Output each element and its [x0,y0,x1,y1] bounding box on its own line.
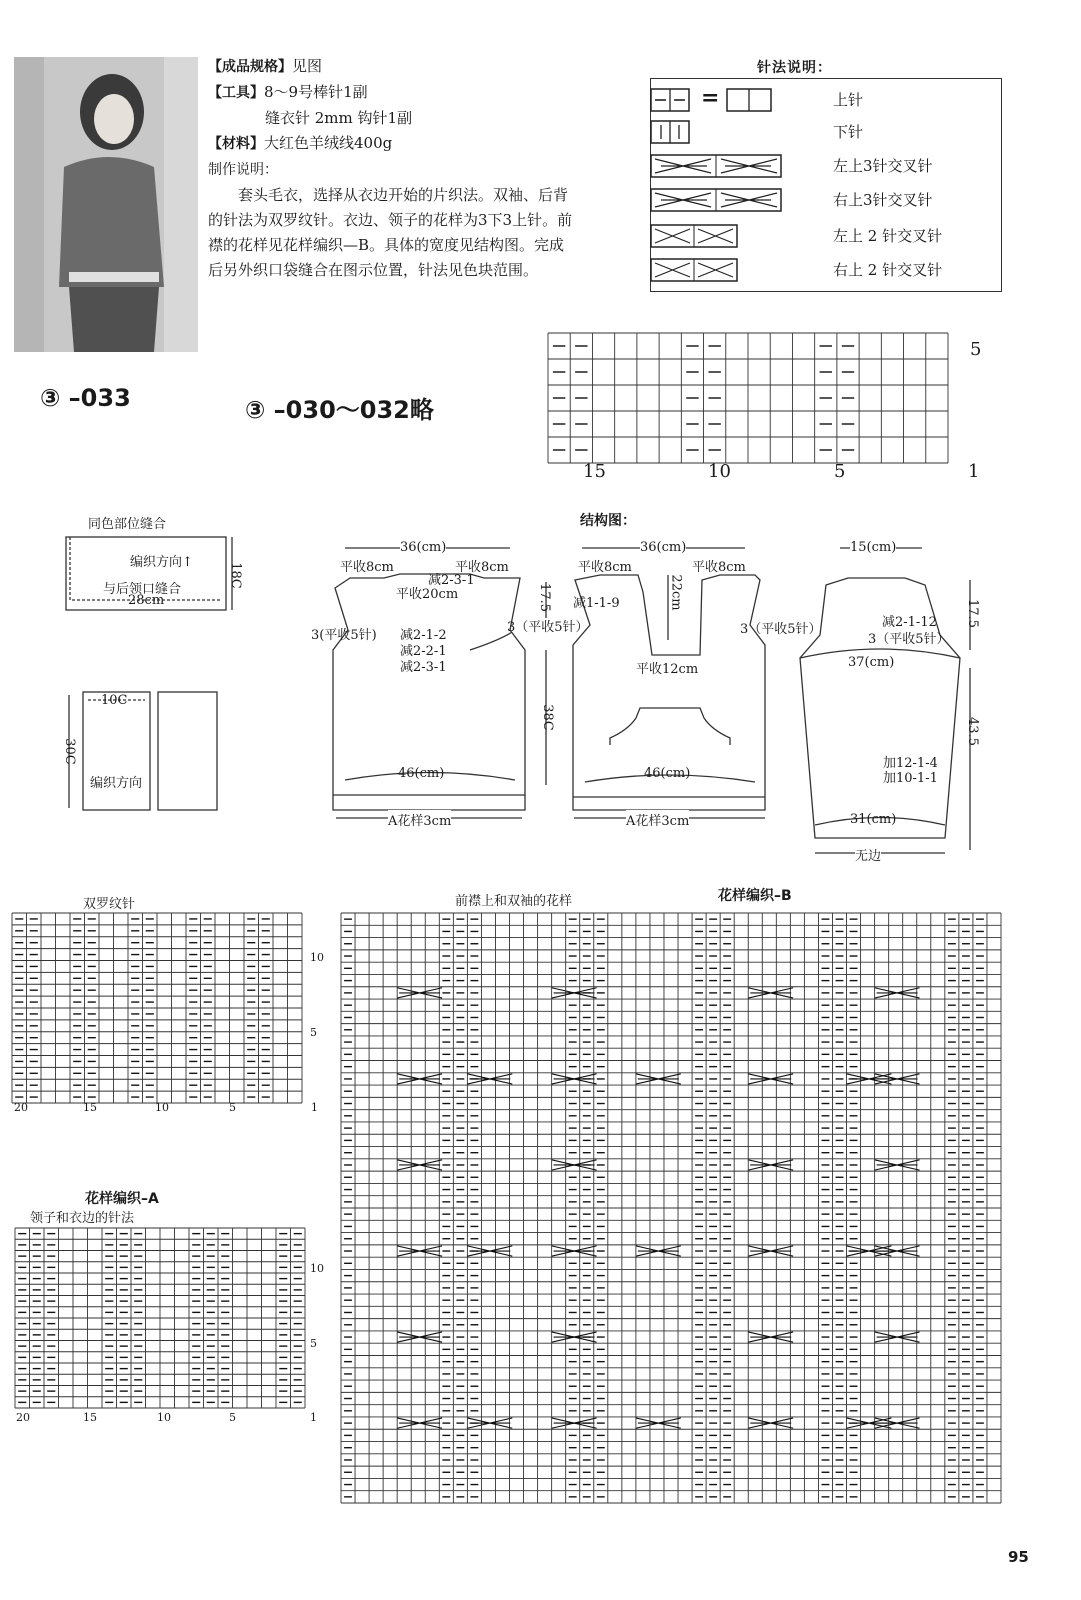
rib-chart-x-15: 15 [83,1101,97,1114]
size-label: 【成品规格】 [208,59,292,75]
model-photo [14,57,198,352]
sleeve-bind-off: 3（平收5针） [868,632,950,647]
front-bind-off-right: 平收8cm [692,560,746,575]
pattern-a-y-10: 10 [310,1262,324,1275]
instruction-paragraph: 套头毛衣，选择从衣边开始的片织法。双袖、后背的针法为双罗纹针。衣边、领子的花样为3下3上针。前襟的花样见花样编织—B。具体的宽度见结构图。完成后另外织口袋缝合在图示位置，针法见色块范围。 [208,186,573,279]
pattern-a-x-10: 10 [157,1411,171,1424]
pattern-a-x-5: 5 [229,1411,236,1424]
left-3-cross-icon [651,153,791,179]
pattern-b-chart [341,913,1001,1503]
legend-row-left-3-cross [651,153,1001,179]
pocket-title: 同色部位缝合 [88,517,167,532]
back-armhole-right: 3（平收5针） [507,620,589,635]
back-bind-off-left: 平收8cm [340,560,394,575]
front-armhole: 3（平收5针） [740,622,822,637]
front-neck-depth: 22cm [668,574,684,611]
stitch-legend [650,78,1002,292]
legend-row-right-2-cross [651,257,1001,283]
rib-chart-x-20: 20 [14,1101,28,1114]
legend-row-purl [651,87,1001,113]
model-photo-illustration [14,57,198,352]
sleeve-width-bottom: 31(cm) [850,812,897,827]
sleeve-no-edge: 无边 [855,845,881,864]
pattern-a-x-20: 20 [16,1411,30,1424]
back-bind-off-neck: 平收20cm [396,587,459,602]
rib-chart-grid [12,913,302,1103]
rib-chart-x-5: 5 [229,1101,236,1114]
pattern-a-y-5: 5 [310,1337,317,1350]
material-value: 大红色羊绒线400g [264,134,393,152]
back-height-body: 38C [539,704,555,731]
spec-block [208,54,578,283]
left-2-cross-icon [651,223,751,249]
front-width-bottom: 46(cm) [644,766,691,781]
tools-label: 【工具】 [208,85,264,101]
back-armhole-left: 3(平收5针) [311,628,377,643]
sleeve-height-body: 43.5 [964,717,980,746]
rib-chart-x-10: 10 [155,1101,169,1114]
rib-chart-y-10: 10 [310,951,324,964]
right-3-cross-icon [651,187,791,213]
sleeve-height-top: 17.5 [964,599,980,628]
back-hem: A花样3cm [388,810,451,829]
knit-symbol-icon [651,119,711,145]
page-number: 95 [1008,1548,1029,1566]
pattern-a-grid [15,1228,305,1408]
size-value: 见图 [292,57,323,75]
back-bind-off-right: 平收8cm [455,560,509,575]
legend-label-right-3-cross: 右上3针交叉针 [833,191,933,209]
front-bind-off-neck: 平收12cm [636,662,699,677]
pocket-join: 与后领口缝合 [103,582,182,597]
pocket2-height: 30C [61,738,77,765]
pocket2-direction: 编织方向 [90,776,143,791]
small-chart-x-5: 5 [834,461,846,482]
front-width-top: 36(cm) [640,540,687,555]
legend-row-right-3-cross [651,187,1001,213]
pattern-a-x-15: 15 [83,1411,97,1424]
back-decrease: 减2-3-1 [428,573,475,588]
sleeve-width-top: 15(cm) [850,540,897,555]
back-width-top: 36(cm) [400,540,447,555]
tools-value: 8～9号棒针1副 [264,83,368,101]
legend-label-right-2-cross: 右上 2 针交叉针 [833,261,943,279]
pattern-b-subtitle: 前襟上和双袖的花样 [455,894,573,909]
back-decrease-2: 减2-2-1 [400,644,447,659]
back-decrease-3: 减2-3-1 [400,660,447,675]
pattern-a-subtitle: 领子和衣边的针法 [30,1211,135,1226]
pocket-width: 28cm [128,593,165,608]
back-decrease-1: 减2-1-2 [400,628,447,643]
legend-row-knit [651,119,1001,145]
legend-row-left-2-cross [651,223,1001,249]
purl-symbol-icon [651,87,791,113]
front-bind-off-left: 平收8cm [578,560,632,575]
legend-title: 针法说明： [757,60,832,76]
small-chart-row-5: 5 [970,339,982,360]
back-height-top: 17.5 [536,583,552,612]
rib-chart-y-5: 5 [310,1026,317,1039]
front-decrease: 减1-1-9 [573,596,620,611]
right-2-cross-icon [651,257,751,283]
equals-sign: = [701,85,720,111]
howto-label: 制作说明： [208,162,278,178]
pattern-b-title: 花样编织–B [718,888,792,904]
front-hem: A花样3cm [626,810,689,829]
pocket-height: 18C [227,562,243,589]
small-chart-x-15: 15 [583,461,606,482]
small-chart-grid [548,333,948,463]
legend-label-knit: 下针 [833,123,864,141]
legend-label-purl: 上针 [833,91,864,109]
rib-chart-x-1: 1 [311,1101,318,1114]
sleeve-increase-1: 加12-1-4 [883,756,938,771]
sleeve-increase-2: 加10-1-1 [883,771,938,786]
structure-title: 结构图： [580,513,636,529]
legend-label-left-3-cross: 左上3针交叉针 [833,157,933,175]
pocket2-width: 10C [101,693,128,708]
pocket-direction: 编织方向↑ [130,555,193,570]
legend-label-left-2-cross: 左上 2 针交叉针 [833,227,943,245]
pattern-b-grid [341,913,1001,1503]
rib-chart-title: 双罗纹针 [83,897,136,912]
pattern-id-right: ③ –030～032略 [245,396,434,424]
sleeve-decrease: 减2-1-12 [882,615,937,630]
small-chart-x-10: 10 [708,461,731,482]
sleeve-width-mid: 37(cm) [848,655,895,670]
small-chart-x-1: 1 [968,461,980,482]
material-label: 【材料】 [208,136,264,152]
pattern-id-left: ③ –033 [40,384,131,412]
rib-chart [12,913,302,1103]
pattern-a-y-1: 1 [310,1411,317,1424]
back-width-bottom: 46(cm) [398,766,445,781]
pattern-a-lines [15,1228,305,1408]
pattern-a-title: 花样编织–A [85,1191,159,1207]
rib-chart-lines [12,913,302,1103]
small-chart-lines [548,333,948,463]
pattern-a-chart [15,1228,305,1408]
pattern-b-lines [341,913,1001,1503]
tools-value-2: 缝衣针 2mm 钩针1副 [265,109,413,127]
small-chart [548,333,948,463]
